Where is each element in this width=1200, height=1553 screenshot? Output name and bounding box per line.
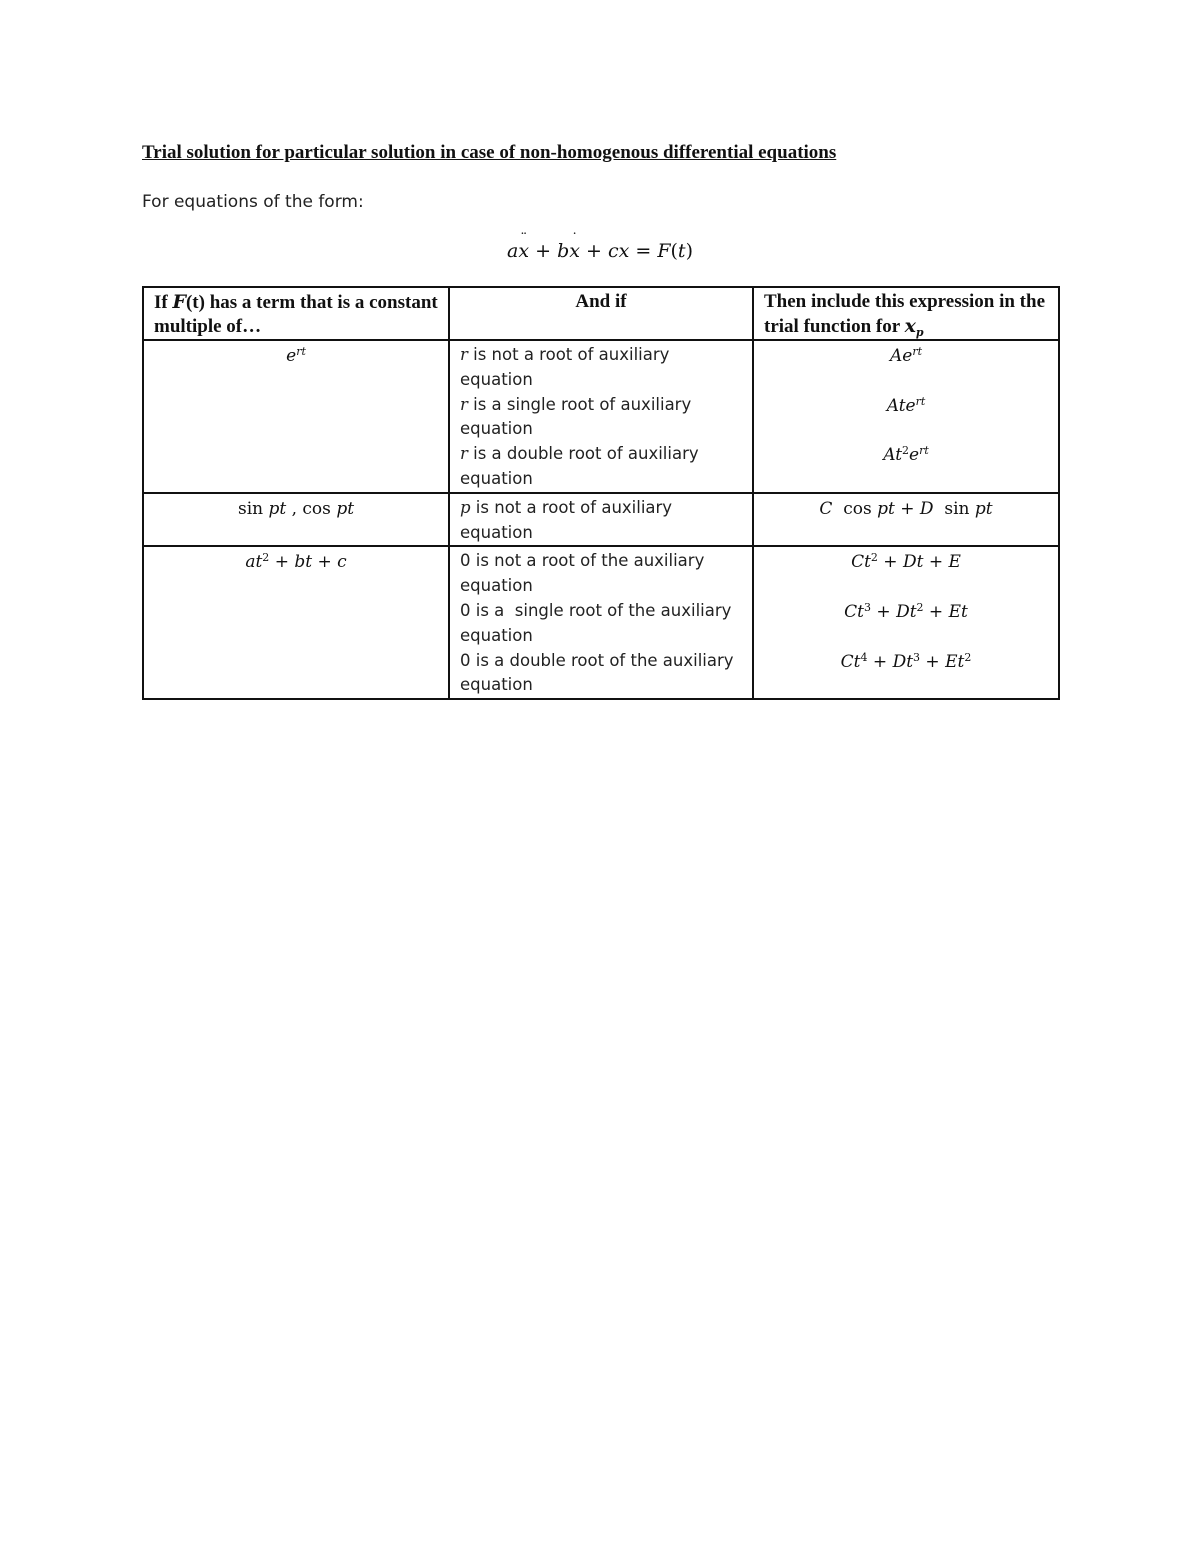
forcing-term-polynomial: $at^2$ + bt + c (143, 546, 449, 699)
condition: r is a single root of auxiliary equation (460, 394, 692, 439)
table-row (143, 340, 1059, 493)
forcing-term-trig: sin pt , cos pt (143, 493, 449, 547)
document-title: Trial solution for particular solution in case of non-homogenous differential equations (142, 142, 837, 163)
expressions-cell (753, 493, 1059, 547)
expressions-cell (753, 546, 1059, 699)
trial-expression: $Ae^{rt}$ (889, 345, 923, 366)
conditions-cell (449, 340, 753, 493)
differential-equation: ax ¨ + bx ˙ + cx = F(t) (0, 240, 1200, 263)
header-condition: And if (449, 287, 753, 340)
trial-expression: $Ct^3 + Dt^2 + Et$ (844, 600, 968, 622)
trial-expression: $Ct^4 + Dt^3 + Et^2$ (840, 650, 972, 672)
header-trial-expression: Then include this expression in the trial function for $x_p$ (753, 287, 1059, 340)
condition: r is not a root of auxiliary equation (460, 345, 670, 389)
condition: p is not a root of auxiliary equation (460, 497, 673, 542)
condition: 0 is a double root of the auxiliary equation (460, 650, 734, 695)
conditions-cell (449, 546, 753, 699)
table-header-row (143, 287, 1059, 340)
condition: 0 is not a root of the auxiliary equation (460, 551, 705, 596)
forcing-term-exponential: $e^{rt}$ (143, 340, 449, 493)
trial-expression: C cos pt + D sin pt (819, 498, 993, 519)
intro-text: For equations of the form: (142, 192, 364, 212)
header-forcing-term: If F(t) has a term that is a constant multiple of… (143, 287, 449, 340)
conditions-cell (449, 493, 753, 547)
table-row (143, 546, 1059, 699)
trial-expression: $Ct^2 + Dt + E$ (851, 551, 961, 573)
trial-expression: Ate$^{rt}$ (886, 394, 926, 416)
trial-expression: $At^2e^{rt}$ (883, 444, 929, 466)
condition: r is a double root of auxiliary equation (460, 444, 699, 488)
condition: 0 is a single root of the auxiliary equation (460, 600, 732, 645)
trial-solution-table (142, 286, 1060, 700)
expressions-cell (753, 340, 1059, 493)
table-row (143, 493, 1059, 547)
